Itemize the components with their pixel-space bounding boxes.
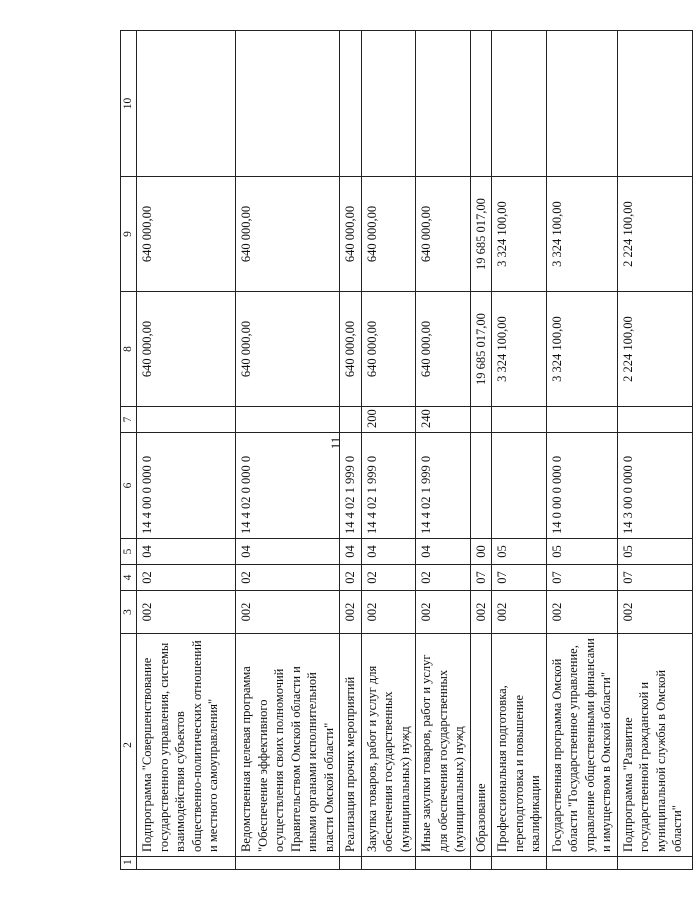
table-row	[340, 31, 362, 870]
row-cell-c1	[361, 857, 416, 870]
row-cell-c1	[340, 857, 362, 870]
row-cell-c10	[137, 31, 236, 177]
row-cell-c7: 200	[361, 407, 416, 433]
column-header-4: 4	[121, 565, 137, 591]
row-cell-c9: 640 000,00	[236, 177, 340, 292]
column-number-header	[121, 31, 137, 870]
row-cell-c7	[470, 407, 492, 433]
table-row	[470, 31, 492, 870]
row-cell-c5: 00	[470, 539, 492, 565]
row-cell-c1	[137, 857, 236, 870]
row-cell-c6	[470, 433, 492, 539]
row-cell-c9: 640 000,00	[416, 177, 471, 292]
row-cell-c1	[236, 857, 340, 870]
row-cell-c4: 02	[340, 565, 362, 591]
row-cell-c5: 04	[416, 539, 471, 565]
row-cell-c8: 640 000,00	[340, 292, 362, 407]
row-cell-c3: 002	[617, 591, 692, 634]
page-number: 11	[328, 436, 343, 450]
column-header-3: 3	[121, 591, 137, 634]
row-cell-c5: 05	[546, 539, 617, 565]
row-name-cell: Государственная программа Омской области "Государственное управление, управление общественными финансами и имуществом в Омской области"	[546, 634, 617, 857]
column-header-7: 7	[121, 407, 137, 433]
table-row	[416, 31, 471, 870]
row-cell-c9: 640 000,00	[361, 177, 416, 292]
row-name-cell: Иные закупки товаров, работ и услуг для обеспечения государственных (муниципальных) нужд	[416, 634, 471, 857]
row-cell-c6: 14 4 02 0 000 0	[236, 433, 340, 539]
column-header-8: 8	[121, 292, 137, 407]
row-cell-c5: 05	[617, 539, 692, 565]
row-cell-c5: 04	[361, 539, 416, 565]
table-row	[617, 31, 692, 870]
row-cell-c4: 07	[470, 565, 492, 591]
row-cell-c5: 04	[137, 539, 236, 565]
row-cell-c8: 3 324 100,00	[492, 292, 547, 407]
table-row	[137, 31, 236, 870]
row-cell-c6: 14 3 00 0 000 0	[617, 433, 692, 539]
row-cell-c7	[617, 407, 692, 433]
table-row	[492, 31, 547, 870]
column-header-10: 10	[121, 31, 137, 177]
row-cell-c4: 07	[492, 565, 547, 591]
row-cell-c1	[546, 857, 617, 870]
row-cell-c4: 02	[137, 565, 236, 591]
row-cell-c3: 002	[340, 591, 362, 634]
column-header-5: 5	[121, 539, 137, 565]
row-name-cell: Закупка товаров, работ и услуг для обеспечения государственных (муниципальных) нужд	[361, 634, 416, 857]
row-cell-c10	[546, 31, 617, 177]
row-cell-c10	[416, 31, 471, 177]
row-cell-c5: 04	[340, 539, 362, 565]
row-name-cell: Ведомственная целевая программа "Обеспечение эффективного осуществления своих полномочий Правительством Омской области и иными органами исполнительной власти Омской области"	[236, 634, 340, 857]
row-cell-c3: 002	[416, 591, 471, 634]
row-cell-c10	[492, 31, 547, 177]
row-cell-c5: 04	[236, 539, 340, 565]
row-cell-c6: 14 4 00 0 000 0	[137, 433, 236, 539]
row-cell-c3: 002	[361, 591, 416, 634]
row-name-cell: Подпрограмма "Совершенствование государственного управления, системы взаимодействия субъектов общественно-политических отношений и местного самоуправления"	[137, 634, 236, 857]
table-row	[361, 31, 416, 870]
row-name-cell: Образование	[470, 634, 492, 857]
row-cell-c9: 2 224 100,00	[617, 177, 692, 292]
rotated-table-wrapper	[120, 31, 690, 870]
row-cell-c8: 19 685 017,00	[470, 292, 492, 407]
row-cell-c4: 07	[546, 565, 617, 591]
row-name-cell: Подпрограмма "Развитие государственной гражданской и муниципальной службы в Омской области"	[617, 634, 692, 857]
row-cell-c4: 02	[361, 565, 416, 591]
row-cell-c10	[470, 31, 492, 177]
row-cell-c7	[546, 407, 617, 433]
row-cell-c9: 3 324 100,00	[492, 177, 547, 292]
row-cell-c7: 240	[416, 407, 471, 433]
row-cell-c7	[137, 407, 236, 433]
row-cell-c6: 14 4 02 1 999 0	[340, 433, 362, 539]
row-cell-c9: 640 000,00	[340, 177, 362, 292]
row-cell-c7	[340, 407, 362, 433]
row-cell-c9: 19 685 017,00	[470, 177, 492, 292]
column-header-1: 1	[121, 857, 137, 870]
row-cell-c3: 002	[236, 591, 340, 634]
row-cell-c8: 640 000,00	[137, 292, 236, 407]
row-cell-c1	[492, 857, 547, 870]
row-cell-c8: 640 000,00	[236, 292, 340, 407]
row-cell-c4: 02	[236, 565, 340, 591]
row-cell-c10	[617, 31, 692, 177]
row-cell-c3: 002	[470, 591, 492, 634]
row-cell-c1	[617, 857, 692, 870]
column-header-2: 2	[121, 634, 137, 857]
row-cell-c5: 05	[492, 539, 547, 565]
row-cell-c7	[236, 407, 340, 433]
row-cell-c4: 07	[617, 565, 692, 591]
row-cell-c8: 2 224 100,00	[617, 292, 692, 407]
row-cell-c3: 002	[492, 591, 547, 634]
row-cell-c8: 640 000,00	[361, 292, 416, 407]
row-name-cell: Реализация прочих мероприятий	[340, 634, 362, 857]
row-cell-c3: 002	[137, 591, 236, 634]
table-row	[546, 31, 617, 870]
row-cell-c7	[492, 407, 547, 433]
row-cell-c6: 14 4 02 1 999 0	[416, 433, 471, 539]
column-header-9: 9	[121, 177, 137, 292]
row-cell-c9: 640 000,00	[137, 177, 236, 292]
row-cell-c6: 14 0 00 0 000 0	[546, 433, 617, 539]
budget-table	[120, 30, 693, 870]
row-cell-c8: 3 324 100,00	[546, 292, 617, 407]
column-header-6: 6	[121, 433, 137, 539]
row-cell-c9: 3 324 100,00	[546, 177, 617, 292]
row-cell-c6	[492, 433, 547, 539]
row-cell-c10	[236, 31, 340, 177]
row-name-cell: Профессиональная подготовка, переподготовка и повышение квалификации	[492, 634, 547, 857]
row-cell-c10	[340, 31, 362, 177]
table-row	[236, 31, 340, 870]
row-cell-c8: 640 000,00	[416, 292, 471, 407]
row-cell-c4: 02	[416, 565, 471, 591]
row-cell-c1	[416, 857, 471, 870]
row-cell-c1	[470, 857, 492, 870]
row-cell-c10	[361, 31, 416, 177]
row-cell-c6: 14 4 02 1 999 0	[361, 433, 416, 539]
row-cell-c3: 002	[546, 591, 617, 634]
